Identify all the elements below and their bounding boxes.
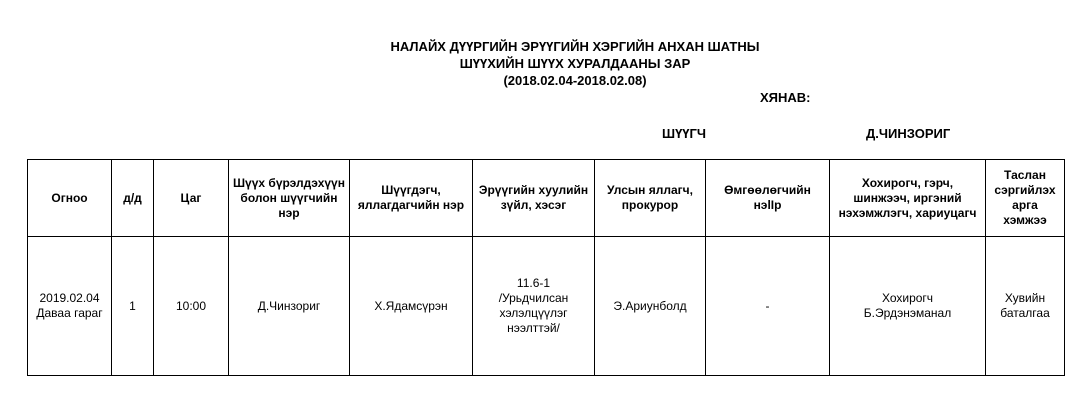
date-cell: [28, 237, 112, 376]
period: (2018.02.04-2018.02.08): [503, 73, 647, 88]
number-cell: 1: [112, 237, 154, 376]
column-header-defendant: Шүүгдэгч, яллагдагчийн нэр: [350, 160, 473, 237]
column-header-time: Цаг: [154, 160, 229, 237]
judge-cell: Д.Чинзориг: [229, 237, 350, 376]
judge-name: Д.ЧИНЗОРИГ: [866, 126, 951, 141]
weekday-value: Даваа гараг: [36, 306, 103, 320]
column-header-number: д/д: [112, 160, 154, 237]
document-title: [0, 38, 1089, 89]
article-cell: [473, 237, 595, 376]
column-header-measure: Таслан сэргийлэх арга хэмжээ: [986, 160, 1065, 237]
title-line-2: ШҮҮХИЙН ШҮҮХ ХУРАЛДААНЫ ЗАР: [459, 56, 691, 71]
title-line-1: НАЛАЙХ ДҮҮРГИЙН ЭРҮҮГИЙН ХЭРГИЙН АНХАН ШАТНЫ: [390, 39, 760, 54]
column-header-date: Огноо: [28, 160, 112, 237]
hearing-schedule-table: [27, 159, 1065, 376]
column-header-judge: Шүүх бүрэлдэхүүн болон шүүгчийн нэр: [229, 160, 350, 237]
victim-name: Б.Эрдэнэманал: [863, 306, 952, 320]
column-header-participants: Хохирогч, гэрч, шинжээч, иргэний нэхэмжлэгч, хариуцагч: [830, 160, 986, 237]
article-description: /Урьдчилсан хэлэлцүүлэг нээлттэй/: [498, 291, 569, 335]
column-header-prosecutor: Улсын яллагч, прокурор: [595, 160, 706, 237]
defendant-cell: Х.Ядамсүрэн: [350, 237, 473, 376]
time-cell: 10:00: [154, 237, 229, 376]
column-header-article: Эрүүгийн хуулийн зүйл, хэсэг: [473, 160, 595, 237]
article-number: 11.6-1: [516, 276, 551, 290]
judge-label: ШҮҮГЧ: [662, 126, 707, 141]
table-header-row: [28, 160, 1065, 237]
measure-cell: Хувийн баталгаа: [986, 237, 1065, 376]
column-header-lawyer: Өмгөөлөгчийн нэlIр: [706, 160, 830, 237]
date-value: 2019.02.04: [39, 291, 100, 305]
approve-label: ХЯНАВ:: [760, 90, 811, 105]
participants-cell: [830, 237, 986, 376]
table-row: [28, 237, 1065, 376]
victim-role: Хохирогч: [881, 291, 934, 305]
lawyer-cell: -: [706, 237, 830, 376]
prosecutor-cell: Э.Ариунболд: [595, 237, 706, 376]
